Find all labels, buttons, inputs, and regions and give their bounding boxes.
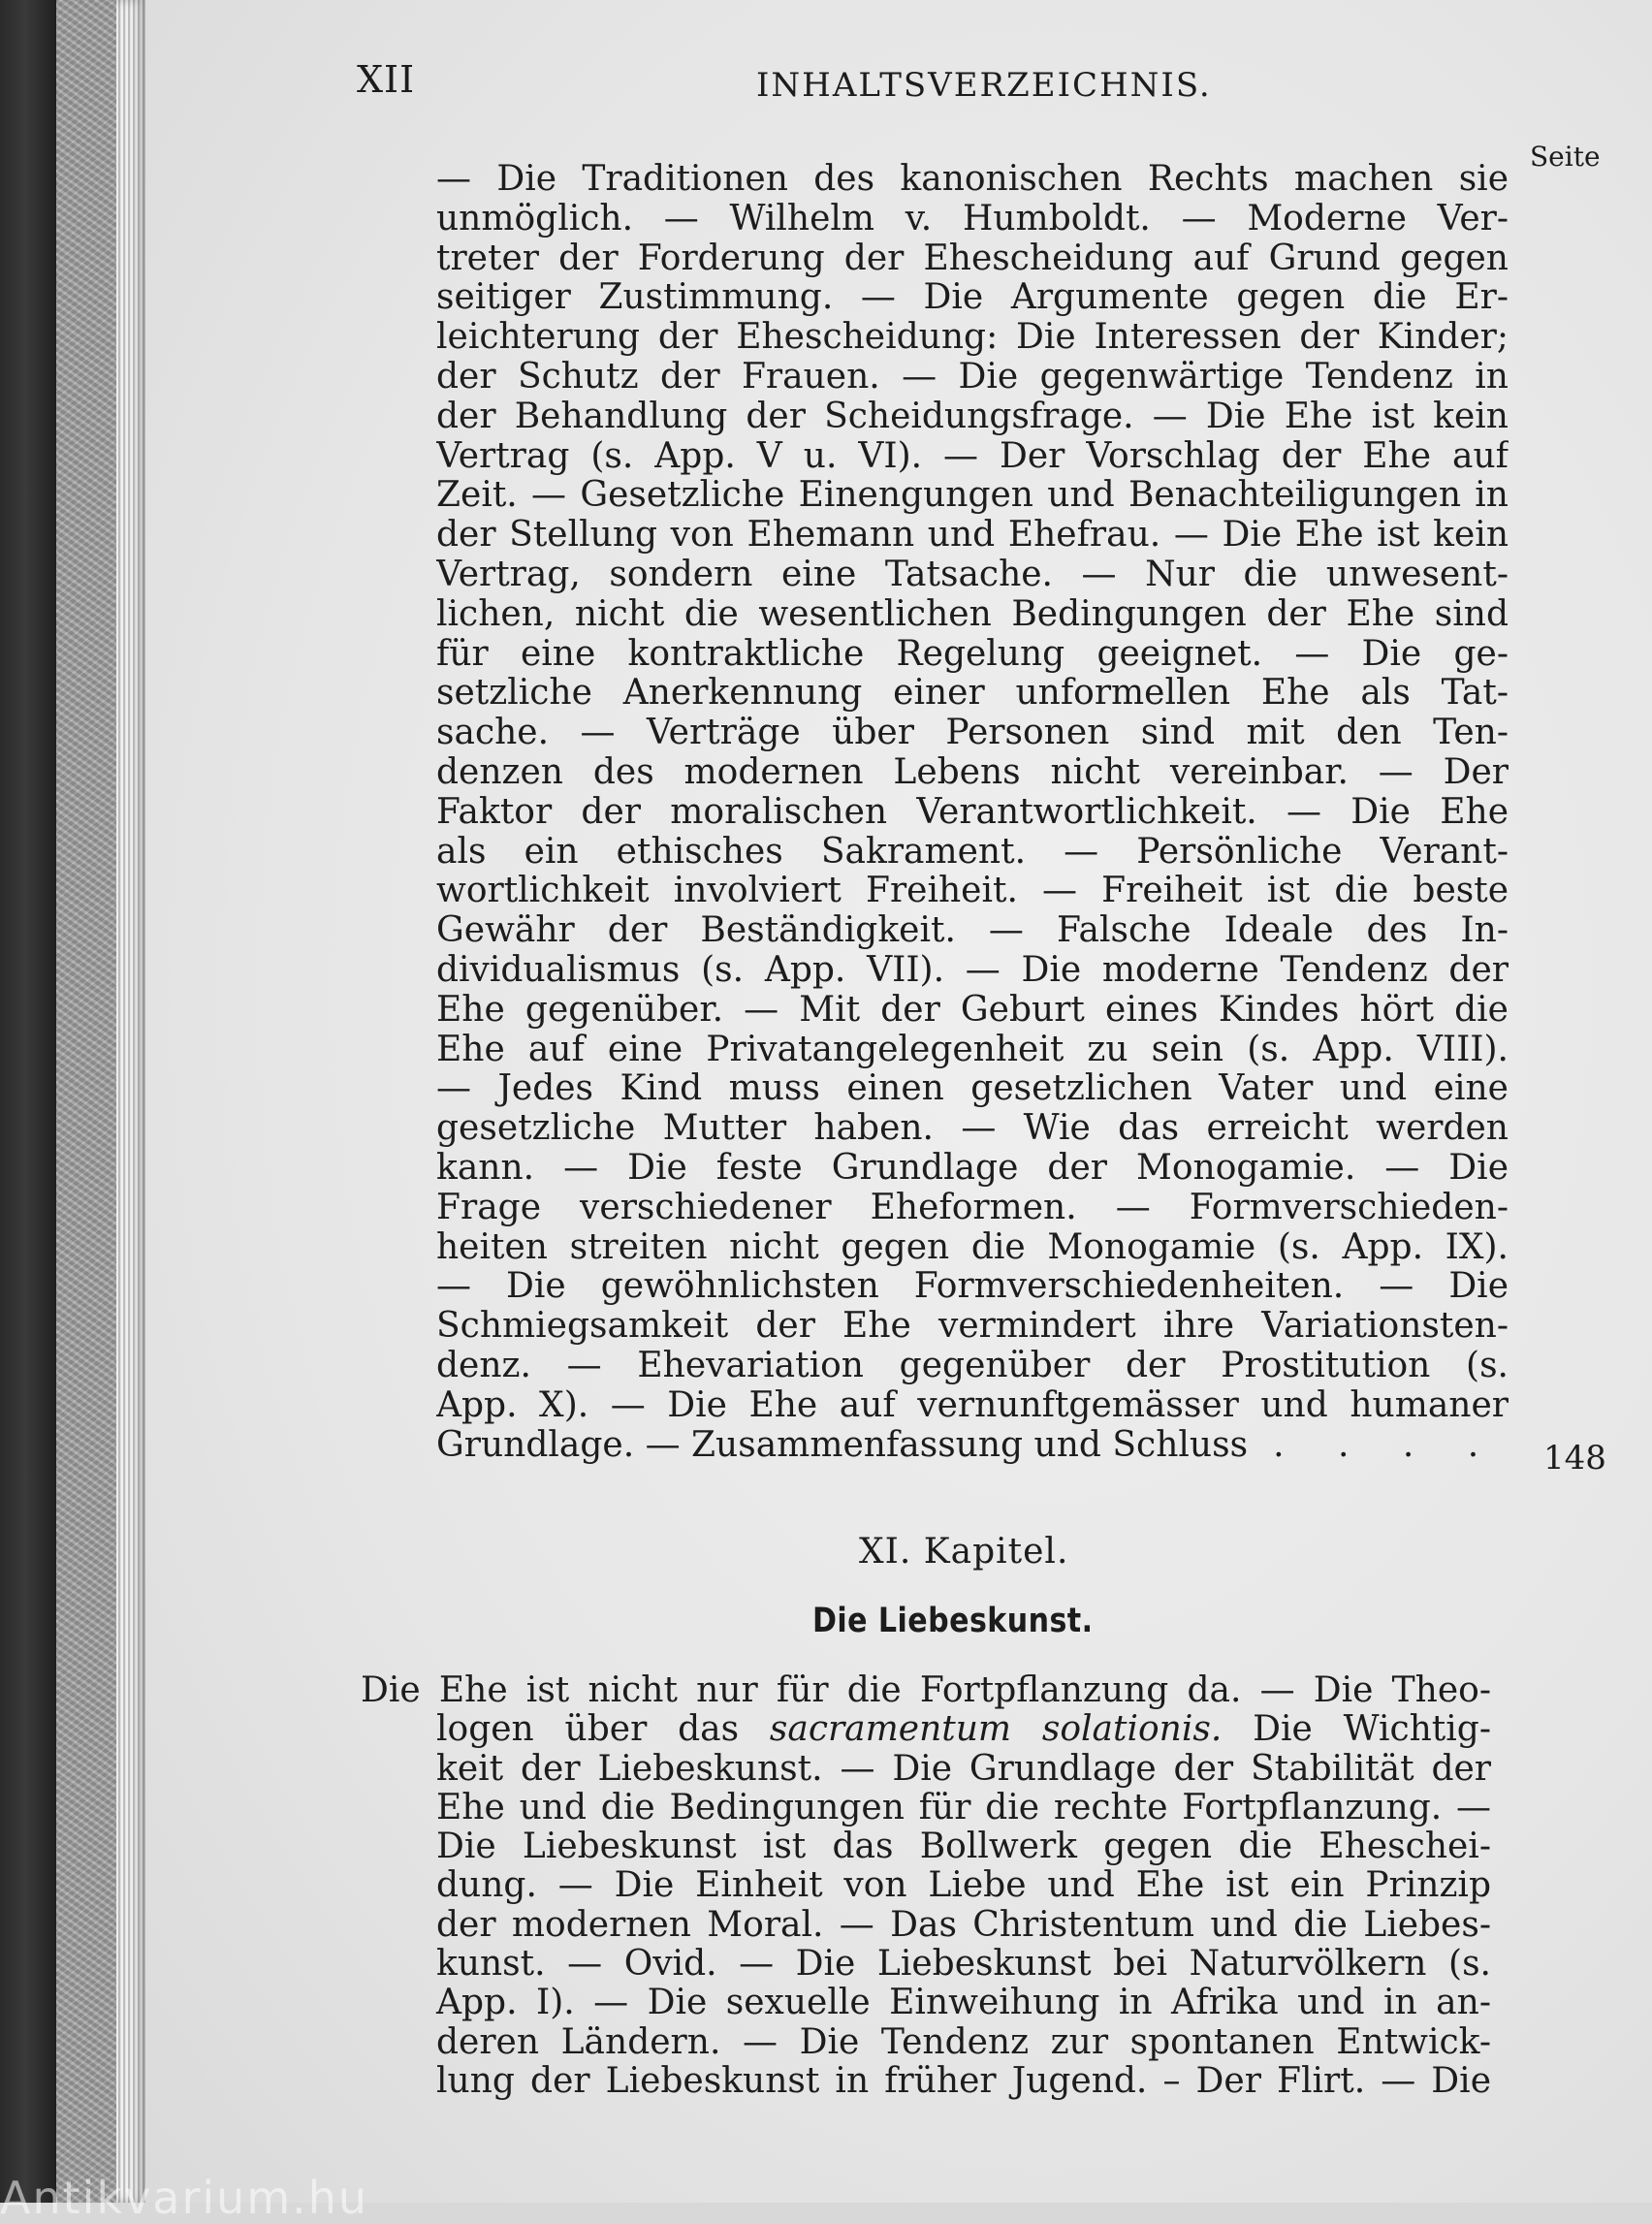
final-line-text: Grundlage. — Zusammenfassung und Schluss	[436, 1425, 1249, 1465]
text-line: lung der Liebeskunst in früher Jugend. – Der Flirt. — Die	[436, 2061, 1491, 2101]
text-line: lichen, nicht die wesentlichen Bedingungen der Ehe sind	[436, 594, 1509, 634]
text-line: der Behandlung der Scheidungsfrage. — Die Ehe ist kein	[436, 397, 1509, 436]
text-line: Vertrag (s. App. V u. VI). — Der Vorschlag der Ehe auf	[436, 436, 1509, 476]
chapter-label: XI. Kapitel.	[859, 1532, 1069, 1572]
text-line: treter der Forderung der Ehescheidung auf Grund gegen	[436, 238, 1509, 278]
text-line: App. I). — Die sexuelle Einweihung in Afrika und in an-	[436, 1984, 1491, 2023]
text-line: dung. — Die Einheit von Liebe und Ehe ist ein Prinzip	[436, 1866, 1491, 1906]
watermark: Antikvarium.hu	[0, 2172, 369, 2224]
text-line: kann. — Die feste Grundlage der Monogamie. — Die	[436, 1148, 1509, 1188]
text-line: für eine kontraktliche Regelung geeignet. — Die ge-	[436, 634, 1509, 674]
text-segment: logen über das	[436, 1710, 770, 1750]
text-line: Gewähr der Beständigkeit. — Falsche Ideale des In-	[436, 911, 1509, 951]
text-line: unmöglich. — Wilhelm v. Humboldt. — Moderne Ver-	[436, 199, 1509, 238]
text-line: Ehe und die Bedingungen für die rechte Fortpflanzung. —	[436, 1788, 1491, 1827]
header-title: INHALTSVERZEICHNIS.	[756, 66, 1212, 105]
chapter-title: Die Liebeskunst.	[812, 1602, 1094, 1640]
italic-term: sacramentum solationis.	[769, 1710, 1223, 1750]
page-edges	[116, 0, 145, 2203]
book-spine	[0, 0, 56, 2203]
text-line: Die Ehe ist nicht nur für die Fortpflanzung da. — Die Theo-	[361, 1671, 1491, 1710]
toc-entry-chapter-xi	[361, 1671, 1491, 2101]
text-line: der modernen Moral. — Das Christentum und die Liebes-	[436, 1905, 1491, 1945]
text-line: wortlichkeit involviert Freiheit. — Freiheit ist die beste	[436, 872, 1509, 911]
text-line: dividualismus (s. App. VII). — Die moderne Tendenz der	[436, 950, 1509, 990]
text-line: Ehe auf eine Privatangelegenheit zu sein (s. App. VIII).	[436, 1030, 1509, 1069]
text-line: seitiger Zustimmung. — Die Argumente gegen die Er-	[436, 278, 1509, 318]
text-line: — Die gewöhnlichsten Formverschiedenheiten. — Die	[436, 1267, 1509, 1307]
text-line: Zeit. — Gesetzliche Einengungen und Benachteiligungen in	[436, 476, 1509, 516]
text-line: keit der Liebeskunst. — Die Grundlage der Stabilität der	[436, 1749, 1491, 1789]
text-line: denzen des modernen Lebens nicht vereinbar. — Der	[436, 752, 1509, 792]
text-line: kunst. — Ovid. — Die Liebeskunst bei Naturvölkern (s.	[436, 1945, 1491, 1985]
text-line: leichterung der Ehescheidung: Die Interessen der Kinder;	[436, 318, 1509, 358]
text-line: Ehe gegenüber. — Mit der Geburt eines Kindes hört die	[436, 990, 1509, 1030]
text-line: Vertrag, sondern eine Tatsache. — Nur die unwesent-	[436, 555, 1509, 594]
page-number: XII	[357, 58, 416, 101]
marbled-endpaper	[56, 0, 116, 2203]
text-line-final	[436, 1426, 1509, 1466]
text-line: deren Ländern. — Die Tendenz zur spontanen Entwick-	[436, 2022, 1491, 2062]
text-line: als ein ethisches Sakrament. — Persönliche Verant-	[436, 832, 1509, 872]
page-column-label: Seite	[1530, 141, 1601, 173]
text-line: — Die Traditionen des kanonischen Rechts machen sie	[436, 160, 1509, 199]
text-line: App. X). — Die Ehe auf vernunftgemässer und humaner	[436, 1385, 1509, 1425]
dot-leaders: . . . .	[1273, 1425, 1501, 1465]
text-line: Die Liebeskunst ist das Bollwerk gegen die Eheschei-	[436, 1827, 1491, 1867]
text-line: — Jedes Kind muss einen gesetzlichen Vater und eine	[436, 1069, 1509, 1109]
text-line: sache. — Verträge über Personen sind mit den Ten-	[436, 714, 1509, 753]
page-reference: 148	[1543, 1439, 1606, 1477]
text-line: Faktor der moralischen Verantwortlichkeit. — Die Ehe	[436, 792, 1509, 832]
toc-entry-chapter-x	[436, 160, 1509, 1465]
text-line: Schmiegsamkeit der Ehe vermindert ihre Variationsten-	[436, 1307, 1509, 1347]
running-head	[357, 58, 1598, 116]
text-line: der Stellung von Ehemann und Ehefrau. — Die Ehe ist kein	[436, 516, 1509, 556]
text-line-with-italic	[361, 1710, 1491, 1749]
text-line: denz. — Ehevariation gegenüber der Prostitution (s.	[436, 1346, 1509, 1385]
text-line: Frage verschiedener Eheformen. — Formverschieden-	[436, 1188, 1509, 1227]
text-segment: Die Wichtig-	[1222, 1710, 1491, 1750]
text-line: setzliche Anerkennung einer unformellen Ehe als Tat-	[436, 674, 1509, 714]
text-line: gesetzliche Mutter haben. — Wie das erreicht werden	[436, 1109, 1509, 1149]
text-line: der Schutz der Frauen. — Die gegenwärtige Tendenz in	[436, 357, 1509, 397]
text-line: heiten streiten nicht gegen die Monogamie (s. App. IX).	[436, 1227, 1509, 1267]
